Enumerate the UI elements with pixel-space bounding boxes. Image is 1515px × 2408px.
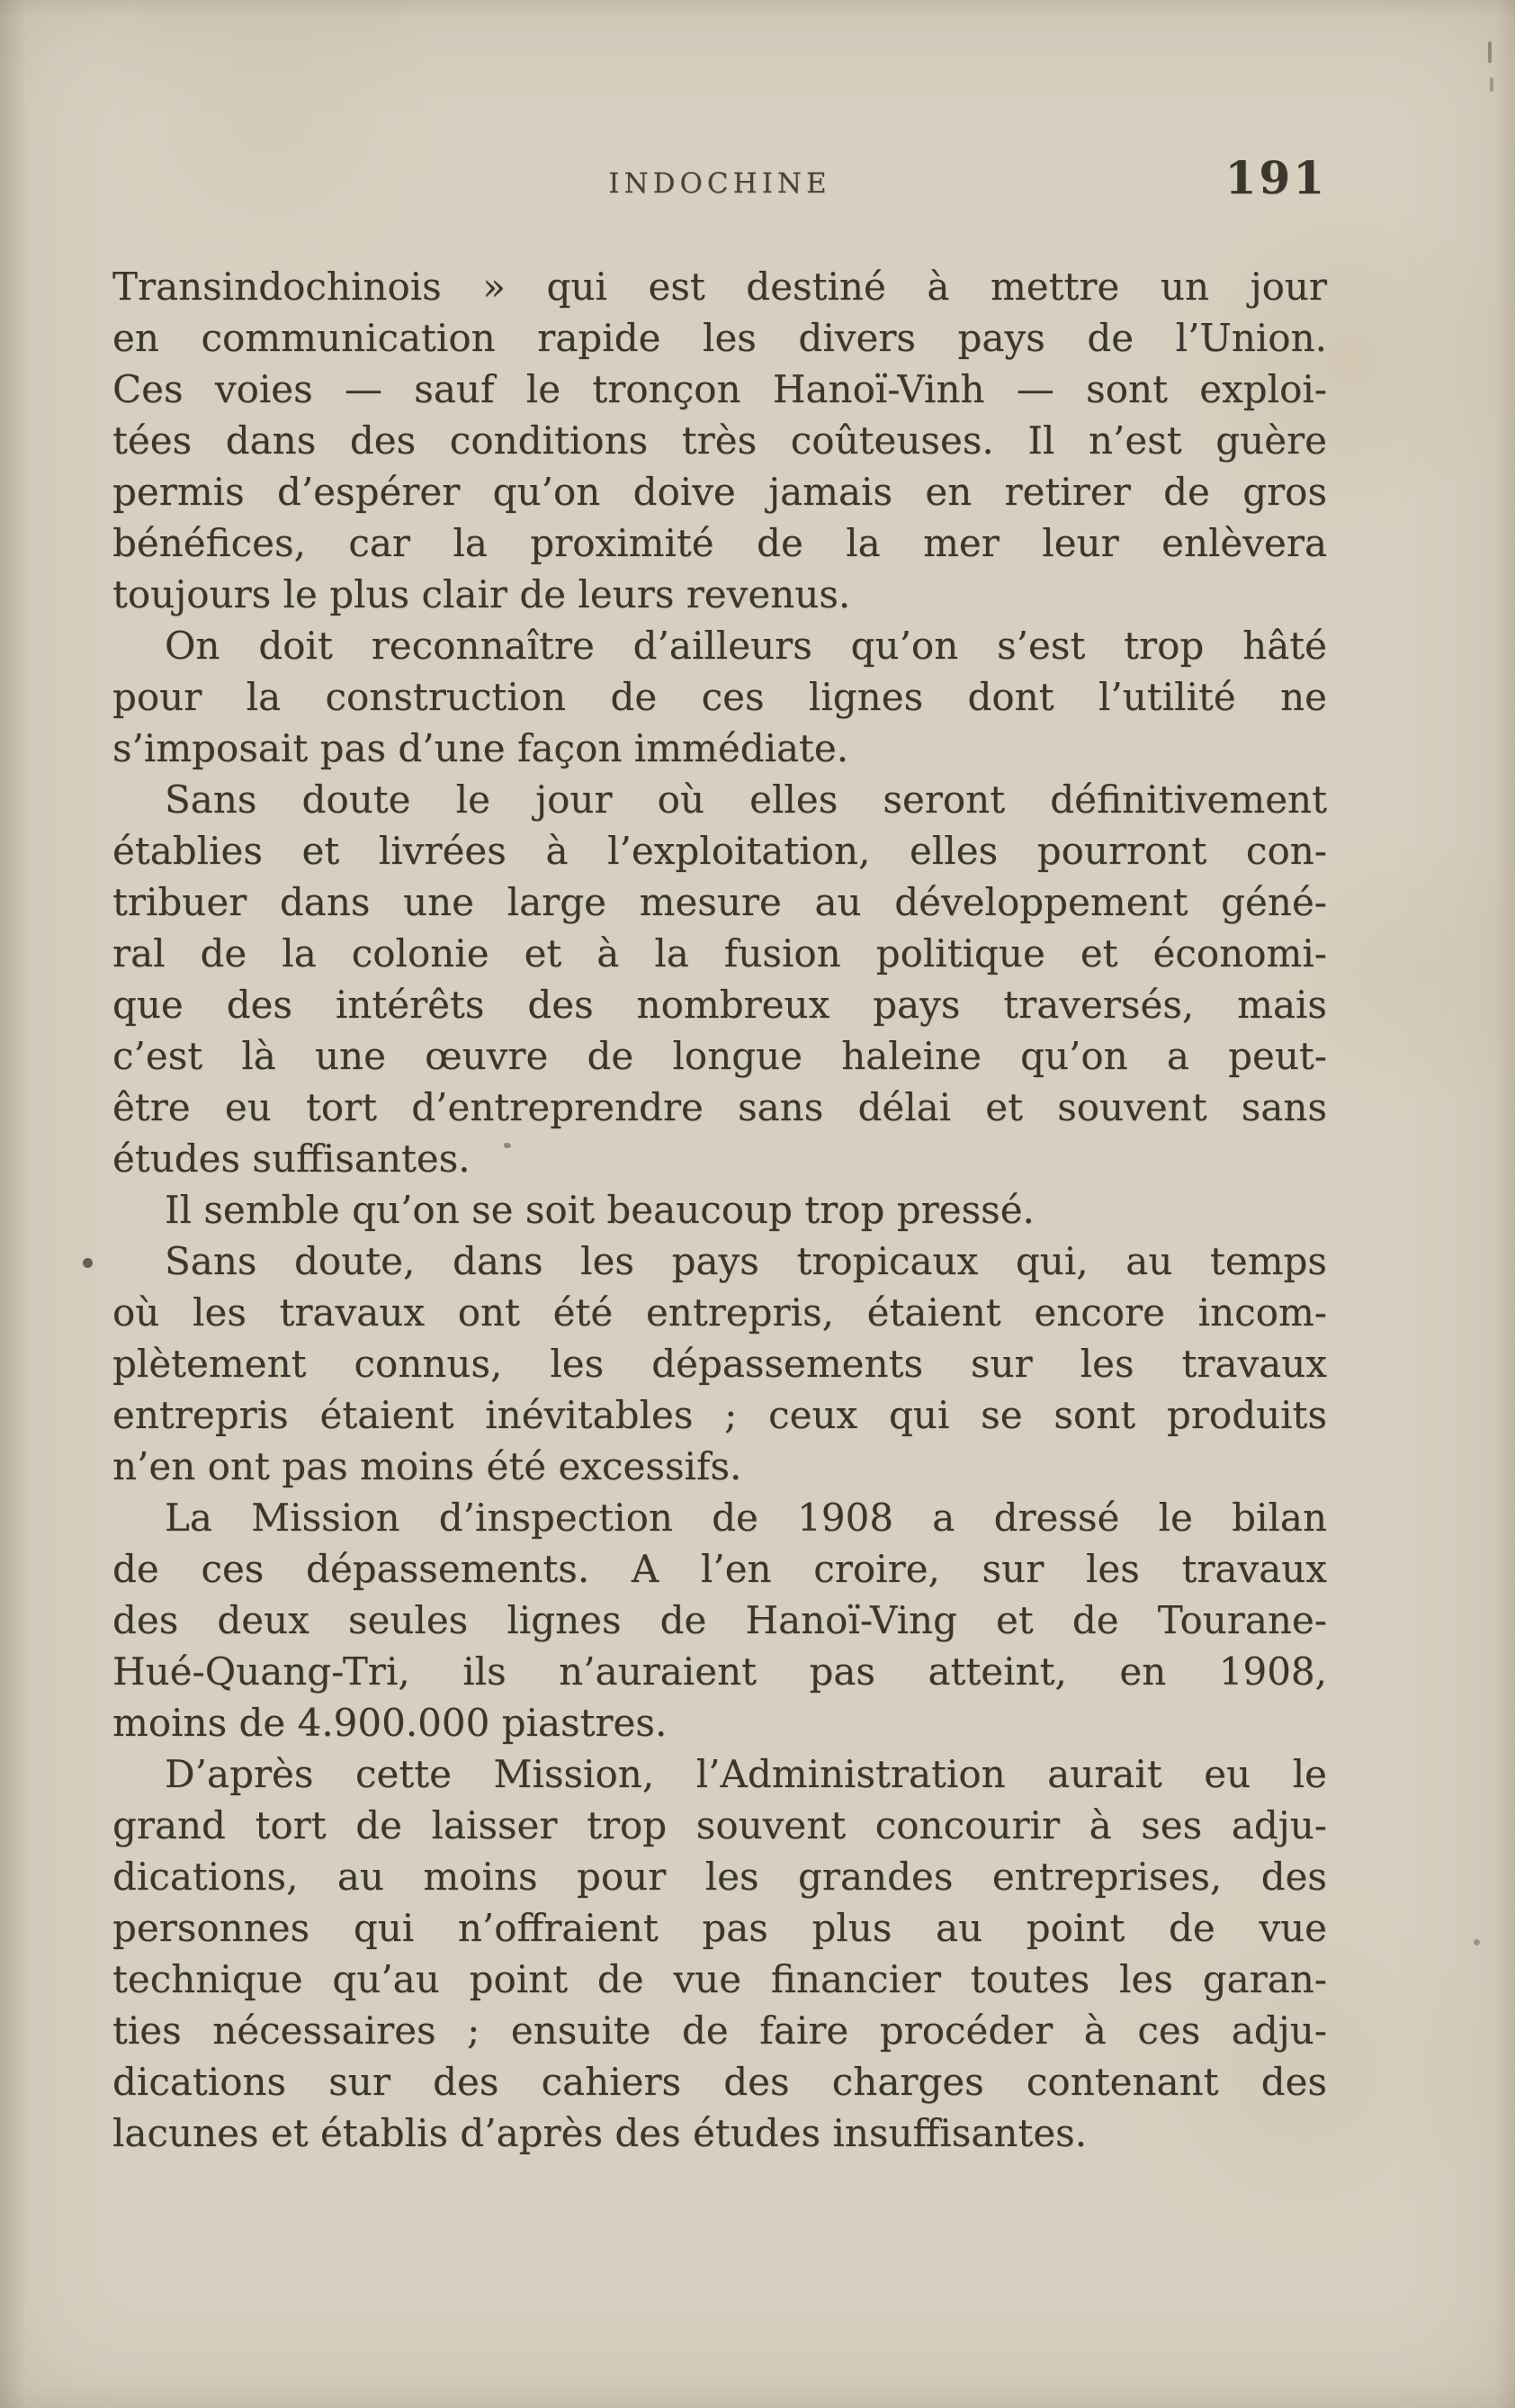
text-line: études suffisantes. bbox=[112, 1137, 471, 1181]
text-line: s’imposait pas d’une façon immédiate. bbox=[112, 726, 849, 770]
text-line: D’après cette Mission, l’Administration aurait eu le bbox=[165, 1752, 1327, 1796]
text-line: c’est là une œuvre de longue haleine qu’on a peut- bbox=[112, 1034, 1327, 1078]
text-line: être eu tort d’entreprendre sans délai et souvent sans bbox=[112, 1085, 1327, 1129]
paragraph bbox=[112, 1748, 1327, 2159]
text-line: plètement connus, les dépassements sur les travaux bbox=[112, 1342, 1327, 1386]
text-line: Sans doute le jour où elles seront définitivement bbox=[165, 777, 1327, 822]
text-line: que des intérêts des nombreux pays traversés, mais bbox=[112, 983, 1327, 1027]
ink-speck bbox=[1488, 41, 1492, 63]
page-content bbox=[112, 151, 1327, 2159]
text-line: dications, au moins pour les grandes entreprises, des bbox=[112, 1855, 1327, 1899]
text-block bbox=[112, 261, 1327, 2159]
text-line: On doit reconnaître d’ailleurs qu’on s’est trop hâté bbox=[165, 624, 1327, 668]
text-line: Hué-Quang-Tri, ils n’auraient pas atteint, en 1908, bbox=[112, 1649, 1327, 1694]
text-line: Sans doute, dans les pays tropicaux qui, au temps bbox=[165, 1239, 1327, 1283]
text-line: en communication rapide les divers pays de l’Union. bbox=[112, 316, 1327, 360]
text-line: Transindochinois » qui est destiné à mettre un jour bbox=[112, 265, 1327, 309]
paragraph bbox=[112, 1235, 1327, 1492]
paragraph bbox=[112, 1184, 1327, 1235]
paragraph bbox=[112, 774, 1327, 1184]
text-line: de ces dépassements. A l’en croire, sur les travaux bbox=[112, 1547, 1327, 1591]
text-line: Ces voies — sauf le tronçon Hanoï-Vinh — sont exploi- bbox=[112, 367, 1327, 411]
text-line: ties nécessaires ; ensuite de faire procéder à ces adju- bbox=[112, 2008, 1327, 2053]
running-header-title: INDOCHINE bbox=[608, 167, 831, 200]
paragraph bbox=[112, 261, 1327, 620]
text-line: grand tort de laisser trop souvent concourir à ses adju- bbox=[112, 1803, 1327, 1847]
text-line: où les travaux ont été entrepris, étaient encore incom- bbox=[112, 1290, 1327, 1334]
text-line: n’en ont pas moins été excessifs. bbox=[112, 1444, 742, 1488]
text-line: moins de 4.900.000 piastres. bbox=[112, 1701, 668, 1745]
ink-speck bbox=[83, 1258, 93, 1268]
text-line: permis d’espérer qu’on doive jamais en retirer de gros bbox=[112, 470, 1327, 514]
page-number: 191 bbox=[1224, 151, 1327, 204]
text-line: lacunes et établis d’après des études insuffisantes. bbox=[112, 2111, 1088, 2155]
text-line: La Mission d’inspection de 1908 a dressé le bilan bbox=[165, 1496, 1327, 1540]
text-line: pour la construction de ces lignes dont l’utilité ne bbox=[112, 675, 1327, 719]
text-line: personnes qui n’offraient pas plus au point de vue bbox=[112, 1906, 1327, 1950]
text-line: toujours le plus clair de leurs revenus. bbox=[112, 572, 851, 616]
text-line: établies et livrées à l’exploitation, elles pourront con- bbox=[112, 829, 1327, 873]
paragraph bbox=[112, 1492, 1327, 1748]
text-line: technique qu’au point de vue financier toutes les garan- bbox=[112, 1957, 1327, 2001]
text-line: tées dans des conditions très coûteuses. Il n’est guère bbox=[112, 418, 1327, 463]
ink-speck bbox=[1474, 1939, 1480, 1945]
text-line: bénéfices, car la proximité de la mer leur enlèvera bbox=[112, 521, 1327, 565]
text-line: tribuer dans une large mesure au développement géné- bbox=[112, 880, 1327, 924]
text-line: Il semble qu’on se soit beaucoup trop pressé. bbox=[165, 1188, 1035, 1232]
running-header bbox=[112, 151, 1327, 216]
text-line: des deux seules lignes de Hanoï-Ving et de Tourane- bbox=[112, 1598, 1327, 1642]
text-line: ral de la colonie et à la fusion politique et économi- bbox=[112, 931, 1327, 975]
text-line: dications sur des cahiers des charges contenant des bbox=[112, 2060, 1327, 2104]
text-line: entrepris étaient inévitables ; ceux qui se sont produits bbox=[112, 1393, 1327, 1437]
paragraph bbox=[112, 620, 1327, 774]
ink-speck bbox=[1490, 77, 1493, 92]
